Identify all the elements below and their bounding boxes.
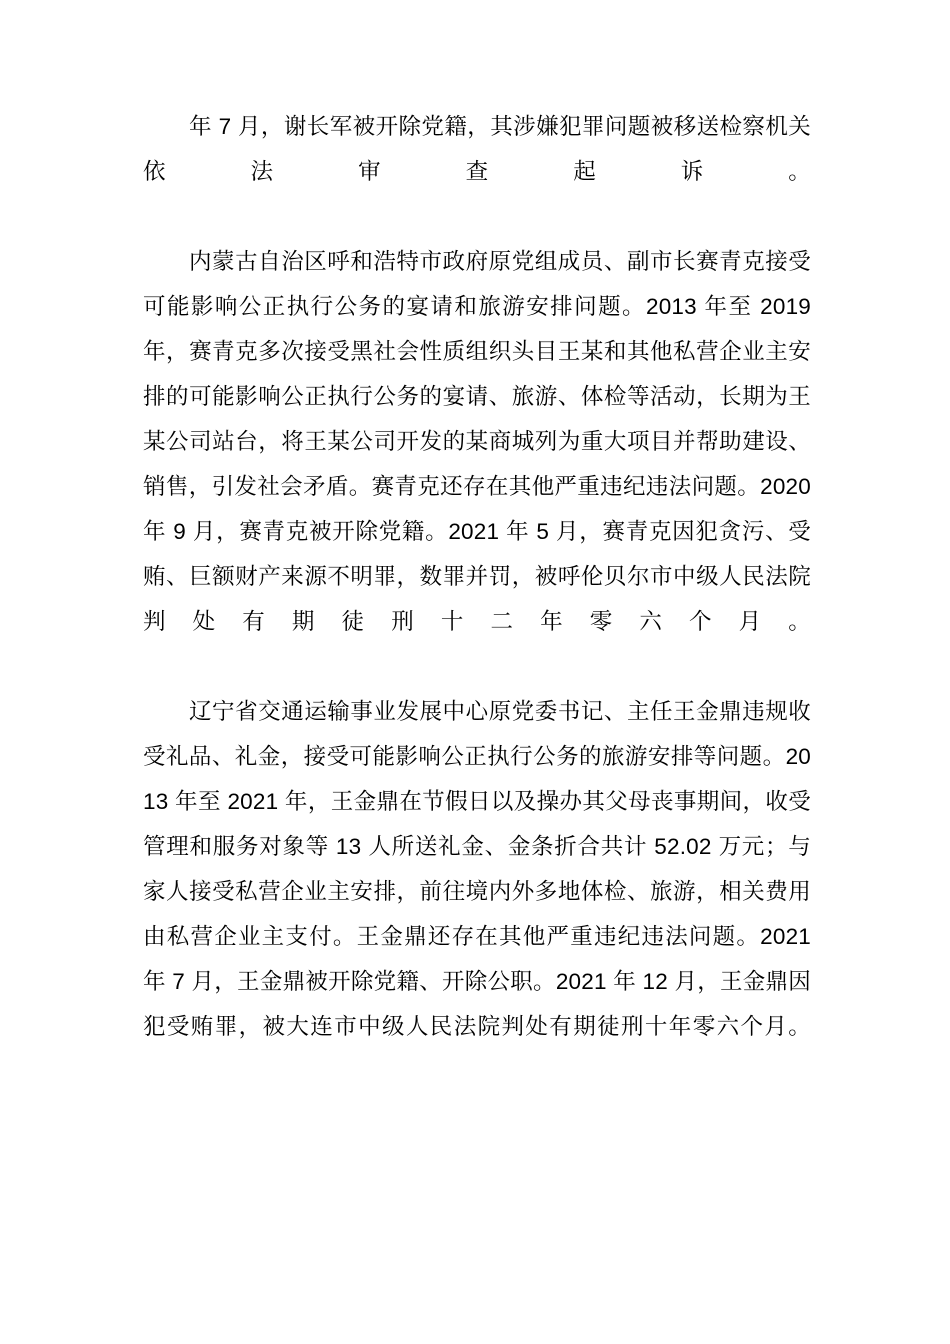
- document-text-body: [143, 104, 811, 1094]
- paragraph-sai-qingke: 内蒙古自治区呼和浩特市政府原党组成员、副市长赛青克接受可能影响公正执行公务的宴请和旅游安排问题。2013 年至 2019 年，赛青克多次接受黑社会性质组织头目王某和其他私营企业主安排的可能影响公正执行公务的宴请、旅游、体检等活动，长期为王某公司站台，将王某公司开发的某商城列为重大项目并帮助建设、销售，引发社会矛盾。赛青克还存在其他严重违纪违法问题。2020 年 9 月，赛青克被开除党籍。2021 年 5 月，赛青克因犯贪污、受贿、巨额财产来源不明罪，数罪并罚，被呼伦贝尔市中级人民法院判处有期徒刑十二年零六个月。: [143, 249, 811, 634]
- paragraph-wang-jinding: 辽宁省交通运输事业发展中心原党委书记、主任王金鼎违规收受礼品、礼金，接受可能影响公正执行公务的旅游安排等问题。2013 年至 2021 年，王金鼎在节假日以及操办其父母丧事期间，收受管理和服务对象等 13 人所送礼金、金条折合共计 52.02 万元；与家人接受私营企业主安排，前往境内外多地体检、旅游，相关费用由私营企业主支付。王金鼎还存在其他严重违纪违法问题。2021 年 7 月，王金鼎被开除党籍、开除公职。2021 年 12 月，王金鼎因犯受贿罪，被大连市中级人民法院判处有期徒刑十年零六个月。: [143, 699, 811, 1039]
- paragraph-xie-changjun: 年 7 月，谢长军被开除党籍，其涉嫌犯罪问题被移送检察机关依法审查起诉。: [143, 114, 811, 184]
